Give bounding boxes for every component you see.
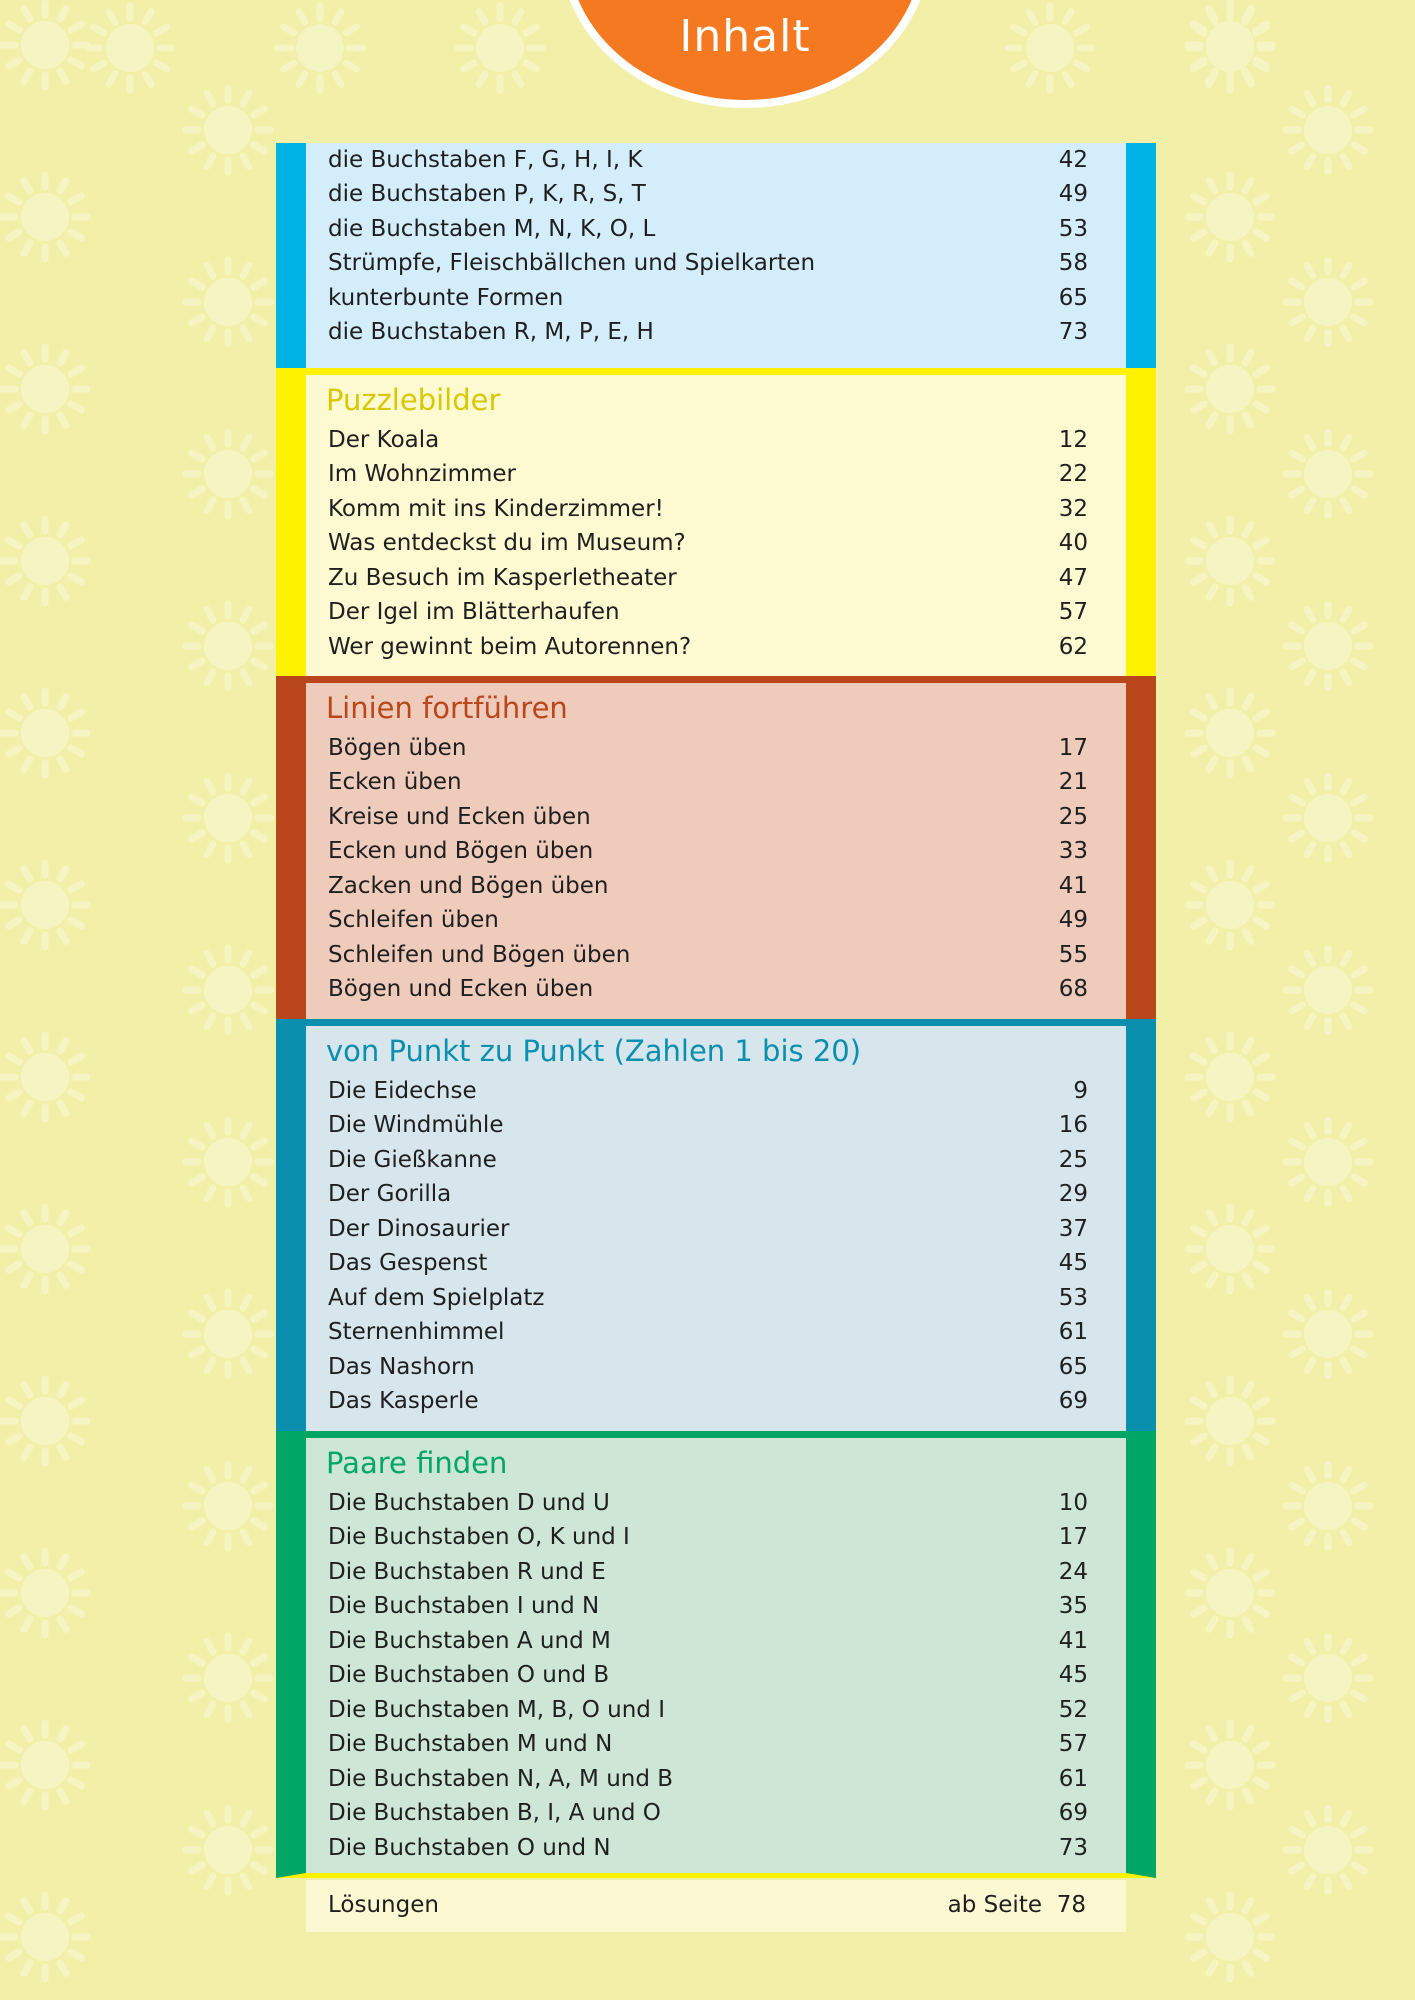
sun-icon [1286, 432, 1370, 516]
list-item[interactable]: Die Buchstaben A und M 41 [328, 1628, 1088, 1654]
sun-icon [3, 863, 87, 947]
sun-icon [1188, 1379, 1272, 1463]
list-item[interactable]: Die Buchstaben R und E 24 [328, 1559, 1088, 1585]
section-title: Puzzlebilder [326, 383, 501, 417]
sun-icon [88, 6, 172, 90]
solutions-label: Lösungen [328, 1892, 439, 1918]
section-puzzlebilder [276, 368, 1156, 676]
sun-icon [1286, 88, 1370, 172]
sun-icon [278, 6, 362, 90]
list-item[interactable]: Wer gewinnt beim Autorennen? 62 [328, 634, 1088, 660]
sun-icon [1188, 863, 1272, 947]
sun-icon [1188, 1895, 1272, 1979]
sun-icon [1286, 1808, 1370, 1892]
sun-icon [186, 604, 270, 688]
sun-icon [1188, 175, 1272, 259]
sun-icon [1286, 1292, 1370, 1376]
sun-icon [1286, 1464, 1370, 1548]
list-item[interactable]: Die Buchstaben N, A, M und B 61 [328, 1766, 1088, 1792]
list-item[interactable]: Die Windmühle 16 [328, 1112, 1088, 1138]
sun-icon [186, 260, 270, 344]
list-item[interactable]: Ecken und Bögen üben 33 [328, 838, 1088, 864]
sun-icon [1188, 1207, 1272, 1291]
sun-icon [1286, 604, 1370, 688]
sun-icon [1188, 1035, 1272, 1119]
sun-icon [3, 3, 87, 87]
list-item[interactable]: Der Koala 12 [328, 427, 1088, 453]
solutions-prefix: ab Seite [947, 1892, 1042, 1918]
list-item[interactable]: die Buchstaben R, M, P, E, H 73 [328, 319, 1088, 345]
sun-icon [458, 6, 542, 90]
list-item[interactable]: Die Eidechse 9 [328, 1078, 1088, 1104]
sun-icon [3, 1551, 87, 1635]
sun-icon [1286, 260, 1370, 344]
list-item[interactable]: Der Dinosaurier 37 [328, 1216, 1088, 1242]
list-item[interactable]: Zacken und Bögen üben 41 [328, 873, 1088, 899]
list-item[interactable]: Die Buchstaben O und B 45 [328, 1662, 1088, 1688]
sun-icon [3, 1723, 87, 1807]
list-item[interactable]: die Buchstaben M, N, K, O, L 53 [328, 216, 1088, 242]
sun-icon [186, 1120, 270, 1204]
sun-icon [1188, 6, 1272, 90]
section-title: Linien fortführen [326, 691, 568, 725]
sun-icon [186, 1808, 270, 1892]
page-title: Inhalt [679, 11, 811, 62]
list-item[interactable]: Kreise und Ecken üben 25 [328, 804, 1088, 830]
solutions-row[interactable] [306, 1880, 1126, 1932]
section-von-punkt-zu-punkt [276, 1019, 1156, 1431]
sun-icon [3, 691, 87, 775]
sun-icon [1286, 776, 1370, 860]
list-item[interactable]: Die Buchstaben M, B, O und I 52 [328, 1697, 1088, 1723]
section-paare-finden [276, 1431, 1156, 1878]
sun-icon [1286, 1120, 1370, 1204]
list-item[interactable]: Das Gespenst 45 [328, 1250, 1088, 1276]
sun-icon [1286, 948, 1370, 1032]
list-item[interactable]: Die Buchstaben O und N 73 [328, 1835, 1088, 1861]
list-item[interactable]: Die Buchstaben M und N 57 [328, 1731, 1088, 1757]
sun-icon [186, 432, 270, 516]
solutions-page: 78 [1056, 1892, 1086, 1918]
list-item[interactable]: Die Buchstaben I und N 35 [328, 1593, 1088, 1619]
sun-icon [186, 776, 270, 860]
list-item[interactable]: Schleifen üben 49 [328, 907, 1088, 933]
sun-icon [186, 1636, 270, 1720]
list-item[interactable]: Sternenhimmel 61 [328, 1319, 1088, 1345]
list-item[interactable]: Die Buchstaben D und U 10 [328, 1490, 1088, 1516]
list-item[interactable]: Im Wohnzimmer 22 [328, 461, 1088, 487]
sun-icon [1188, 1723, 1272, 1807]
list-item[interactable]: Der Gorilla 29 [328, 1181, 1088, 1207]
sun-icon [186, 88, 270, 172]
section-letters [276, 143, 1156, 368]
sun-icon [186, 948, 270, 1032]
sun-icon [1188, 691, 1272, 775]
list-item[interactable]: Auf dem Spielplatz 53 [328, 1285, 1088, 1311]
sun-icon [3, 175, 87, 259]
list-item[interactable]: Bögen und Ecken üben 68 [328, 976, 1088, 1002]
list-item[interactable]: Die Buchstaben B, I, A und O 69 [328, 1800, 1088, 1826]
sun-icon [3, 519, 87, 603]
sun-icon [3, 1207, 87, 1291]
list-item[interactable]: Der Igel im Blätterhaufen 57 [328, 599, 1088, 625]
sun-icon [1188, 519, 1272, 603]
sun-icon [1008, 6, 1092, 90]
section-title: Paare finden [326, 1446, 508, 1480]
list-item[interactable]: Die Gießkanne 25 [328, 1147, 1088, 1173]
list-item[interactable]: Zu Besuch im Kasperletheater 47 [328, 565, 1088, 591]
list-item[interactable]: Das Nashorn 65 [328, 1354, 1088, 1380]
section-linien-fortfuehren [276, 676, 1156, 1019]
sun-icon [186, 1464, 270, 1548]
sun-icon [186, 1292, 270, 1376]
sun-icon [3, 1035, 87, 1119]
list-item[interactable]: Komm mit ins Kinderzimmer! 32 [328, 496, 1088, 522]
list-item[interactable]: Strümpfe, Fleischbällchen und Spielkarten 58 [328, 250, 1088, 276]
sun-icon [3, 347, 87, 431]
sun-icon [1188, 347, 1272, 431]
sun-icon [1286, 1636, 1370, 1720]
list-item[interactable]: Bögen üben 17 [328, 735, 1088, 761]
list-item[interactable]: Was entdeckst du im Museum? 40 [328, 530, 1088, 556]
list-item[interactable]: Schleifen und Bögen üben 55 [328, 942, 1088, 968]
sun-icon [3, 1379, 87, 1463]
list-item[interactable]: Ecken üben 21 [328, 769, 1088, 795]
list-item[interactable]: die Buchstaben F, G, H, I, K 42 [328, 147, 1088, 173]
list-item[interactable]: Die Buchstaben O, K und I 17 [328, 1524, 1088, 1550]
list-item[interactable]: die Buchstaben P, K, R, S, T 49 [328, 181, 1088, 207]
sun-icon [3, 1895, 87, 1979]
sun-icon [1188, 1551, 1272, 1635]
section-title: von Punkt zu Punkt (Zahlen 1 bis 20) [326, 1034, 862, 1068]
list-item[interactable]: Das Kasperle 69 [328, 1388, 1088, 1414]
list-item[interactable]: kunterbunte Formen 65 [328, 285, 1088, 311]
